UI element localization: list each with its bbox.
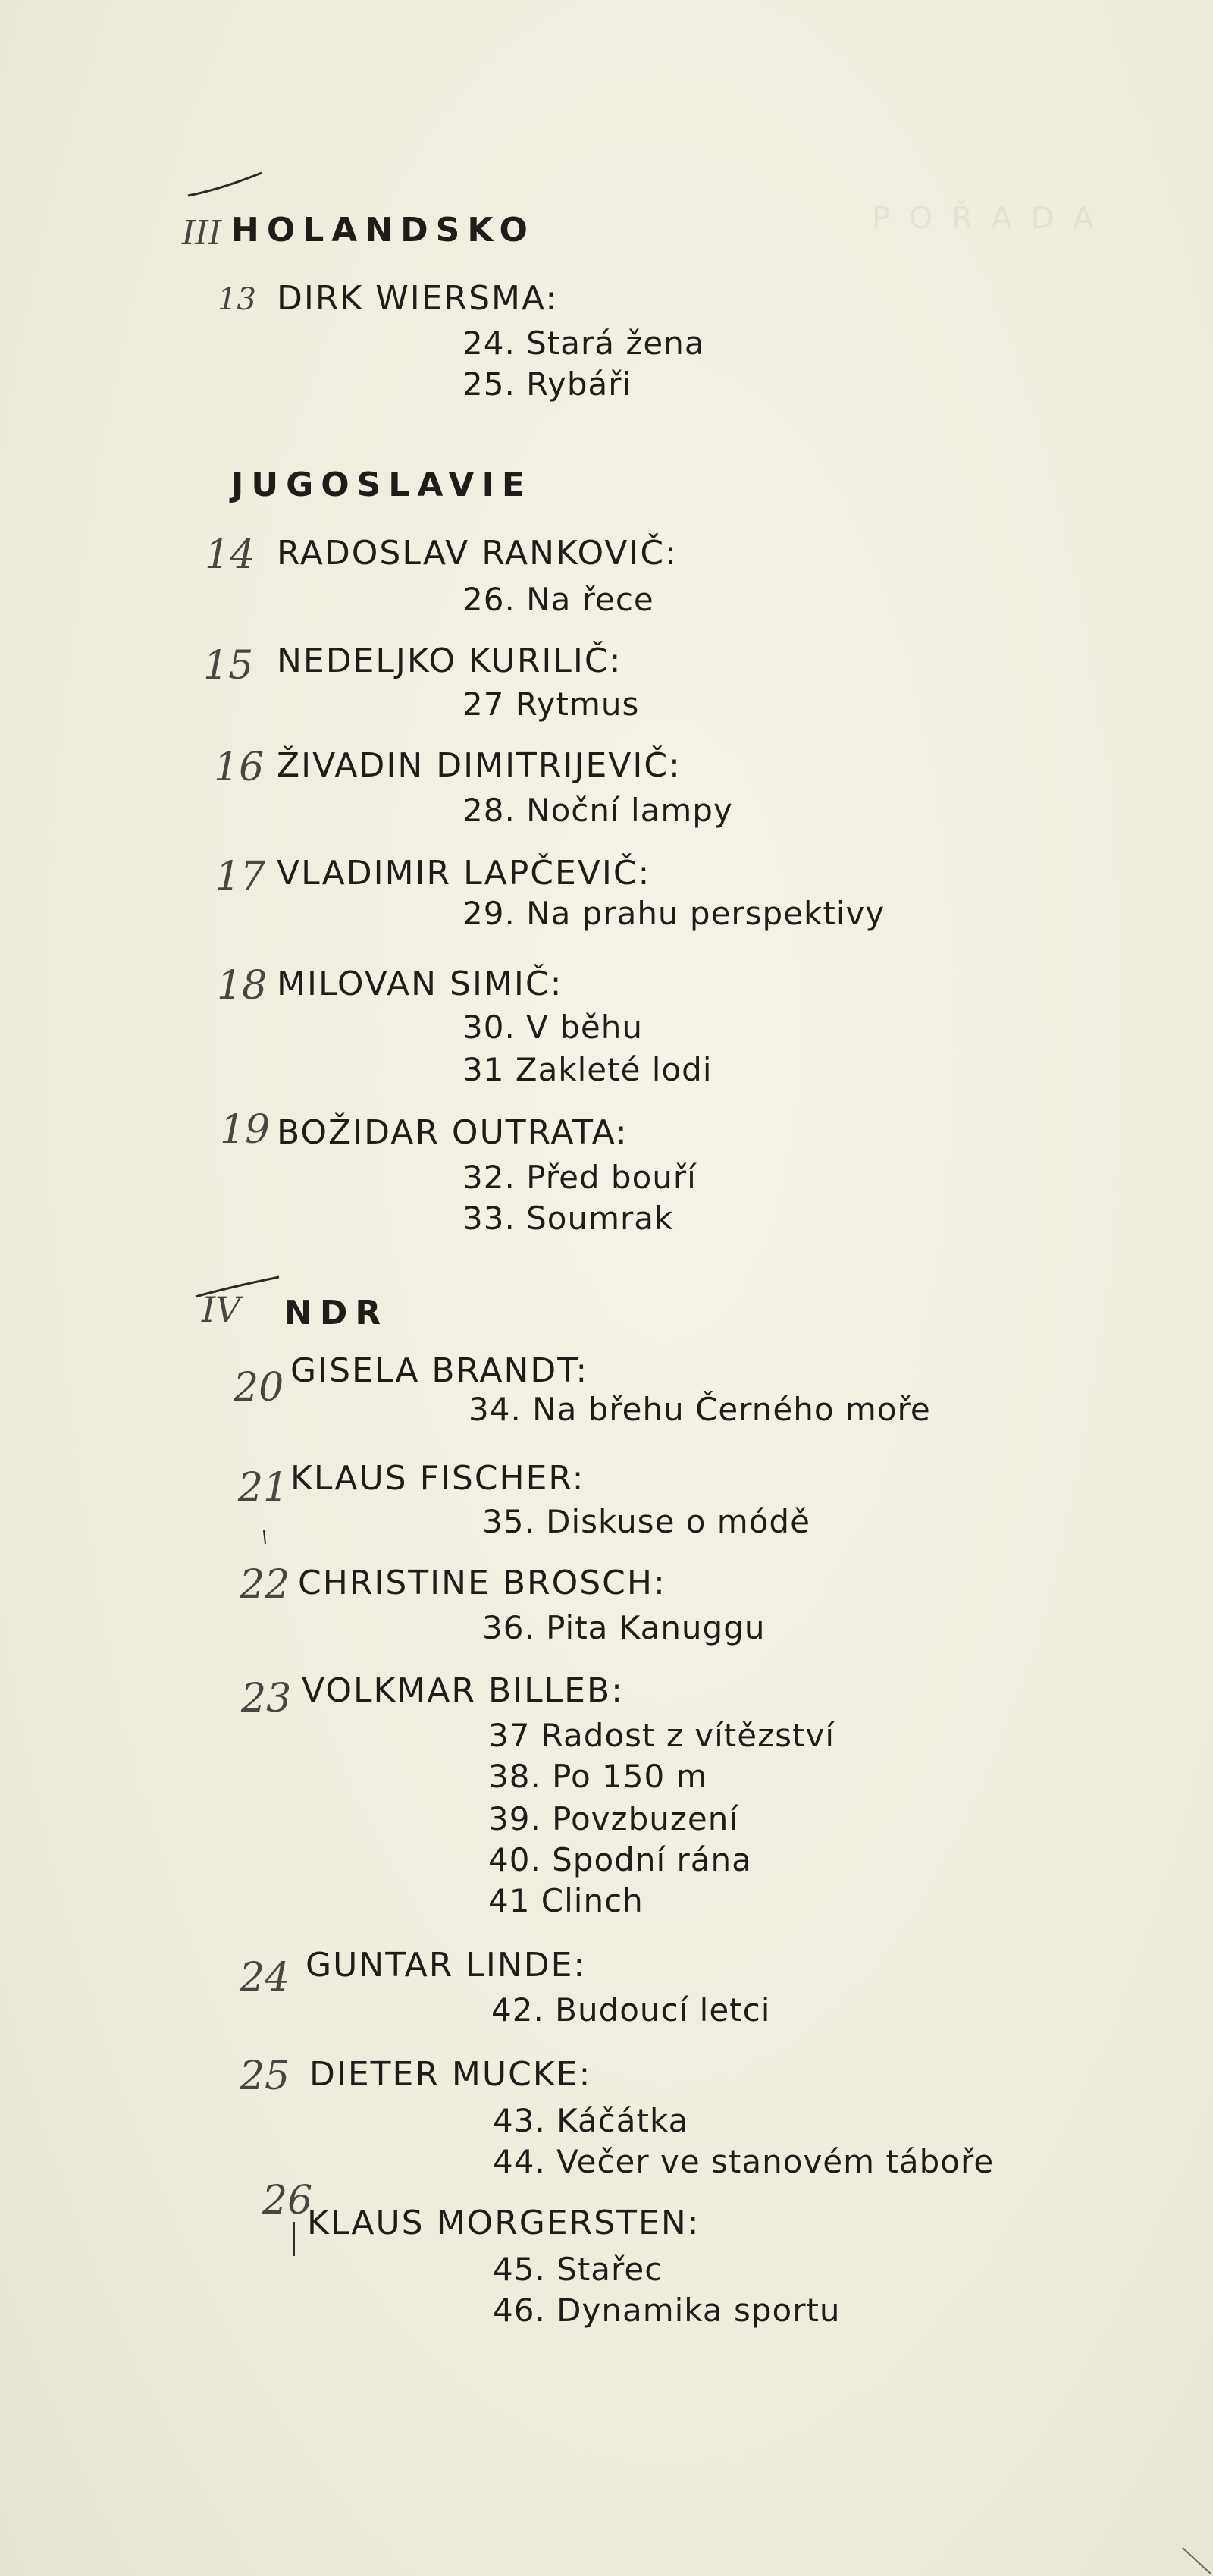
work-title: 34. Na břehu Černého moře [469,1391,931,1428]
handwritten-number: 24 [240,1955,290,2000]
work-title: 35. Diskuse o módě [482,1503,810,1540]
handwritten-number: 21 [238,1465,289,1511]
work-title: 45. Stařec [493,2251,663,2288]
work-title: 28. Noční lampy [462,792,733,829]
handwritten-number: 17 [215,854,266,899]
handwritten-number: 14 [205,532,255,578]
author-name: VLADIMIR LAPČEVIČ: [277,854,651,893]
work-title: 43. Káčátka [493,2102,689,2139]
work-title: 27 Rytmus [462,686,640,723]
country-heading: NDR [284,1294,389,1332]
work-title: 38. Po 150 m [488,1758,708,1795]
handwritten-number: 26 [262,2178,313,2223]
work-title: 41 Clinch [488,1882,644,1919]
handwritten-number: 18 [217,963,268,1009]
author-name: DIETER MUCKE: [309,2055,592,2094]
work-title: 39. Povzbuzení [488,1800,739,1837]
country-heading: JUGOSLAVIE [231,466,532,504]
handwritten-number: IV [202,1289,241,1330]
author-name: RADOSLAV RANKOVIČ: [277,534,678,573]
handwritten-number: 25 [240,2054,290,2099]
work-title: 36. Pita Kanuggu [482,1609,766,1646]
work-title: 33. Soumrak [462,1200,674,1237]
author-name: VOLKMAR BILLEB: [302,1671,624,1710]
pen-stroke [196,1277,279,1297]
bleed-through-heading: P O Ř A D A [872,201,1099,236]
work-title: 24. Stará žena [462,325,705,362]
work-title: 40. Spodní rána [488,1841,752,1878]
pen-stroke [264,1530,265,1544]
pen-stroke [188,173,262,196]
work-title: 31 Zakleté lodi [462,1051,713,1088]
author-name: CHRISTINE BROSCH: [298,1564,666,1602]
work-title: 25. Rybáři [462,366,632,403]
author-name: BOŽIDAR OUTRATA: [277,1113,628,1152]
author-name: KLAUS MORGERSTEN: [307,2204,701,2242]
author-name: KLAUS FISCHER: [290,1459,585,1498]
work-title: 29. Na prahu perspektivy [462,895,885,932]
work-title: 44. Večer ve stanovém táboře [493,2143,995,2180]
work-title: 42. Budoucí letci [491,1991,771,2028]
handwritten-number: 22 [240,1562,290,1608]
work-title: 32. Před bouří [462,1159,697,1196]
country-heading: HOLANDSKO [231,211,535,249]
pen-stroke [1183,2548,1211,2574]
author-name: NEDELJKO KURILIČ: [277,642,622,680]
handwritten-number: 13 [218,282,256,317]
handwritten-number: 23 [241,1676,292,1721]
author-name: GISELA BRANDT: [290,1351,589,1390]
work-title: 26. Na řece [462,581,654,618]
handwritten-number: 19 [220,1107,271,1153]
work-title: 30. V běhu [462,1009,643,1046]
author-name: GUNTAR LINDE: [306,1946,587,1985]
handwritten-number: 15 [203,643,254,689]
work-title: 46. Dynamika sportu [493,2292,841,2329]
handwritten-number: III [182,214,222,253]
handwritten-number: 16 [214,745,265,790]
handwritten-number: 20 [234,1365,284,1410]
author-name: DIRK WIERSMA: [277,279,559,318]
work-title: 37 Radost z vítězství [488,1717,835,1754]
author-name: ŽIVADIN DIMITRIJEVIČ: [277,746,682,785]
author-name: MILOVAN SIMIČ: [277,965,563,1003]
